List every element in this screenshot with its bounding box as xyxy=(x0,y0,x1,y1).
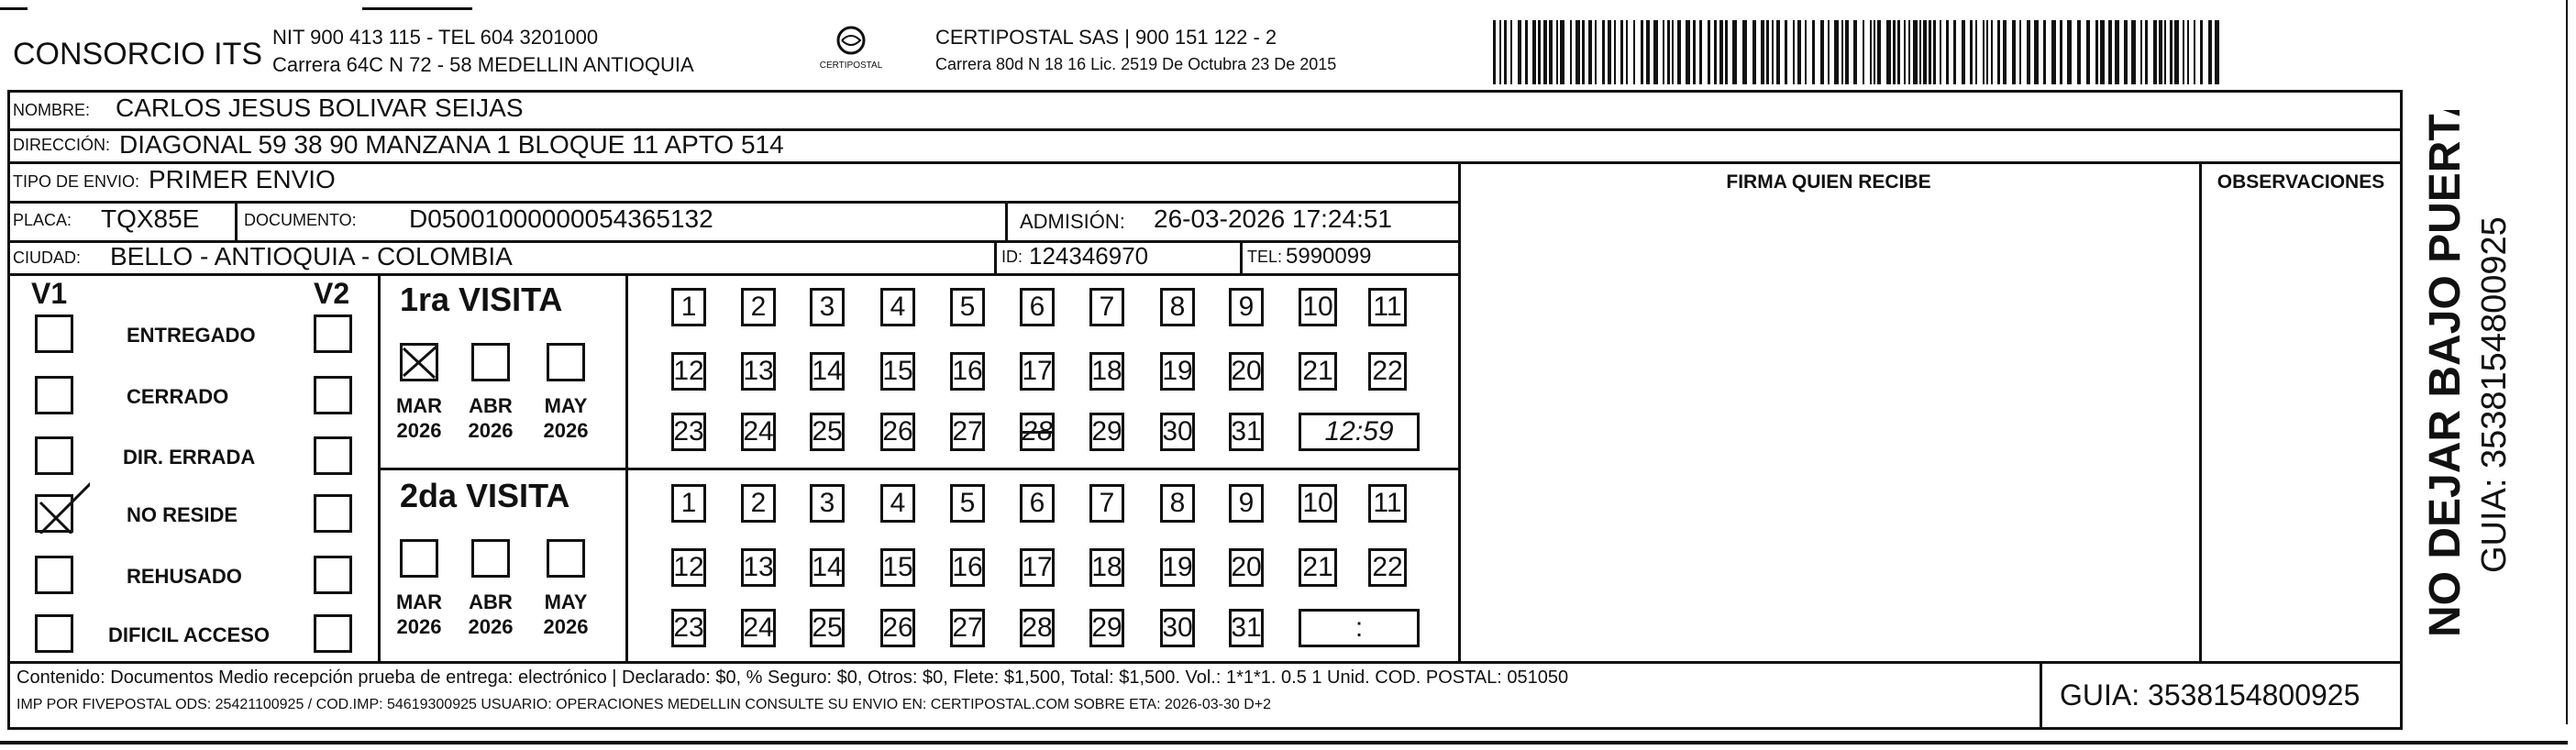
bottom-rule xyxy=(0,741,2568,744)
barcode-bar xyxy=(1708,20,1710,84)
day-cell[interactable]: 19 xyxy=(1160,548,1195,587)
barcode-bar xyxy=(1608,20,1611,84)
month-label: MAY xyxy=(544,590,588,613)
barcode-bar xyxy=(1672,20,1674,84)
barcode-bar xyxy=(1904,20,1906,84)
day-cell[interactable]: 27 xyxy=(950,609,985,647)
barcode-bar xyxy=(2164,20,2166,84)
year-label: 2026 xyxy=(543,615,589,638)
v2-checkbox[interactable] xyxy=(314,494,352,533)
day-cell[interactable]: 26 xyxy=(880,609,915,647)
day-cell[interactable]: 4 xyxy=(880,484,915,523)
tipo-value: PRIMER ENVIO xyxy=(149,165,336,193)
v2-checkbox[interactable] xyxy=(314,436,352,475)
day-cell[interactable]: 1 xyxy=(671,288,706,326)
v1-checkbox[interactable] xyxy=(35,494,73,533)
barcode-bar xyxy=(1686,20,1690,84)
day-cell[interactable]: 2 xyxy=(741,288,776,326)
barcode-bar xyxy=(1752,20,1756,84)
day-cell[interactable]: 26 xyxy=(880,413,915,451)
barcode-bar xyxy=(1641,20,1643,84)
barcode-bar xyxy=(2170,20,2172,84)
day-cell[interactable]: 6 xyxy=(1020,288,1055,326)
barcode-bar xyxy=(1877,20,1881,84)
day-cell[interactable]: 6 xyxy=(1020,484,1055,523)
year-label: 2026 xyxy=(468,419,514,442)
barcode-bar xyxy=(2077,20,2081,84)
barcode-bar xyxy=(1913,20,1918,84)
barcode-bar xyxy=(2208,20,2212,84)
col-divider xyxy=(2199,161,2202,661)
row-divider xyxy=(7,273,1460,276)
row-divider xyxy=(7,161,2403,164)
status-option-label: DIFICIL ACCESO xyxy=(108,623,271,646)
barcode-bar xyxy=(1772,20,1774,84)
ciudad-value: BELLO - ANTIOQUIA - COLOMBIA xyxy=(110,242,513,270)
day-cell[interactable]: 5 xyxy=(950,288,985,326)
barcode-bar xyxy=(2183,20,2184,84)
day-cell[interactable]: 23 xyxy=(671,609,706,647)
barcode-bar xyxy=(1602,20,1605,84)
barcode-bar xyxy=(1908,20,1910,84)
barcode-bar xyxy=(1620,20,1623,84)
day-cell[interactable]: 11 xyxy=(1368,484,1407,523)
company-line2: Carrera 64C N 72 - 58 MEDELLIN ANTIOQUIA xyxy=(272,53,694,76)
day-cell[interactable]: 8 xyxy=(1160,288,1195,326)
id-label: ID: xyxy=(1001,248,1023,266)
barcode-bar xyxy=(1626,20,1628,84)
day-cell[interactable]: 13 xyxy=(741,352,776,391)
day-cell[interactable]: 11 xyxy=(1368,288,1407,326)
barcode-bar xyxy=(2003,20,2007,84)
month-label: MAY xyxy=(544,394,588,417)
barcode-bar xyxy=(1719,20,1723,84)
day-cell[interactable]: 14 xyxy=(810,548,845,587)
month-checkbox[interactable] xyxy=(400,539,438,578)
barcode-bar xyxy=(2034,20,2039,84)
barcode-bar xyxy=(1570,20,1572,84)
barcode-bar xyxy=(1653,20,1658,84)
barcode-bar xyxy=(1897,20,1900,84)
side-notice-line2: GUIA: 3538154800925 xyxy=(2475,216,2514,573)
day-cell[interactable]: 30 xyxy=(1160,413,1195,451)
barcode-bar xyxy=(2051,20,2056,84)
documento-value: D05001000000054365132 xyxy=(409,204,713,233)
day-cell[interactable]: 24 xyxy=(741,413,776,451)
footer-content: Contenido: Documentos Medio recepción prueba de entrega: electrónico | Declarado: $0, % Seguro: $0, Otros: $0, Flete: $1,500, Total: $1,500. Vol.: 1*1*1. 0.5 1 Unid. COD. POSTAL: 051050 xyxy=(17,667,1569,688)
barcode-bar xyxy=(1538,20,1541,84)
barcode-bar xyxy=(1699,20,1702,84)
barcode-bar xyxy=(2108,20,2112,84)
placa-value: TQX85E xyxy=(101,204,200,233)
year-label: 2026 xyxy=(396,419,442,442)
barcode-bar xyxy=(1532,20,1536,84)
barcode-bar xyxy=(2200,20,2203,84)
day-cell[interactable]: 19 xyxy=(1160,352,1195,391)
barcode-bar xyxy=(1929,20,1931,84)
barcode-bar xyxy=(1646,20,1650,84)
month-label: ABR xyxy=(469,590,513,613)
barcode-bar xyxy=(1518,20,1521,84)
day-cell[interactable]: 4 xyxy=(880,288,915,326)
barcode-bar xyxy=(1820,20,1824,84)
nombre-value: CARLOS JESUS BOLIVAR SEIJAS xyxy=(116,94,524,122)
barcode-bar xyxy=(1776,20,1780,84)
barcode-bar xyxy=(1986,20,1988,84)
barcode xyxy=(1493,20,2220,84)
v1-checkbox[interactable] xyxy=(35,376,73,414)
barcode-bar xyxy=(2060,20,2062,84)
day-cell[interactable]: 21 xyxy=(1299,548,1337,587)
v1-checkbox[interactable] xyxy=(35,436,73,475)
barcode-bar xyxy=(2019,20,2021,84)
tel-label: TEL: xyxy=(1247,248,1283,266)
barcode-bar xyxy=(1874,20,1875,84)
day-cell[interactable]: 16 xyxy=(950,548,985,587)
day-cell[interactable]: 5 xyxy=(950,484,985,523)
barcode-bar xyxy=(1785,20,1787,84)
barcode-bar xyxy=(1633,20,1635,84)
v2-label: V2 xyxy=(314,277,350,310)
barcode-bar xyxy=(1588,20,1592,84)
day-cell[interactable]: 7 xyxy=(1089,484,1124,523)
col-divider xyxy=(235,201,238,240)
day-cell[interactable]: 3 xyxy=(810,484,845,523)
visit-title: 2da VISITA xyxy=(400,477,570,514)
barcode-bar xyxy=(1663,20,1664,84)
barcode-bar xyxy=(1582,20,1585,84)
barcode-bar xyxy=(2187,20,2189,84)
day-cell[interactable]: 10 xyxy=(1299,288,1337,326)
v2-checkbox[interactable] xyxy=(314,614,352,653)
day-cell[interactable]: 17 xyxy=(1020,352,1055,391)
month-label: ABR xyxy=(469,394,513,417)
barcode-bar xyxy=(1499,20,1501,84)
day-cell[interactable]: 31 xyxy=(1229,413,1264,451)
barcode-bar xyxy=(1886,20,1891,84)
status-option-label: NO RESIDE xyxy=(127,503,238,526)
barcode-bar xyxy=(1863,20,1864,84)
day-cell[interactable]: 8 xyxy=(1160,484,1195,523)
time-cell[interactable]: : xyxy=(1299,609,1420,647)
v2-checkbox[interactable] xyxy=(314,314,352,353)
day-cell[interactable]: 21 xyxy=(1299,352,1337,391)
time-cell[interactable]: 12:59 xyxy=(1299,413,1420,451)
barcode-bar xyxy=(1991,20,1993,84)
day-cell[interactable]: 15 xyxy=(880,548,915,587)
barcode-bar xyxy=(1893,20,1896,84)
day-cell[interactable]: 20 xyxy=(1229,548,1264,587)
id-value: 124346970 xyxy=(1029,242,1149,270)
day-cell[interactable]: 7 xyxy=(1089,288,1124,326)
status-option-label: REHUSADO xyxy=(127,565,242,588)
day-cell[interactable]: 12 xyxy=(671,548,706,587)
side-notice xyxy=(2405,110,2560,642)
day-cell[interactable]: 22 xyxy=(1368,548,1407,587)
placa-label: PLACA: xyxy=(13,211,72,229)
barcode-bar xyxy=(1805,20,1807,84)
month-label: MAR xyxy=(395,394,443,417)
barcode-bar xyxy=(1923,20,1927,84)
certipostal-logo xyxy=(814,26,888,76)
barcode-bar xyxy=(1714,20,1717,84)
barcode-bar xyxy=(2194,20,2195,84)
barcode-bar xyxy=(2153,20,2157,84)
barcode-bar xyxy=(2086,20,2090,84)
company-name: CONSORCIO ITS xyxy=(13,37,263,72)
v1-checkbox[interactable] xyxy=(35,314,73,353)
barcode-bar xyxy=(1667,20,1670,84)
barcode-bar xyxy=(1983,20,1985,84)
barcode-bar xyxy=(2124,20,2128,84)
status-option-label: CERRADO xyxy=(127,385,229,408)
col-divider xyxy=(2040,661,2042,730)
day-cell[interactable]: 12 xyxy=(671,352,706,391)
barcode-bar xyxy=(2067,20,2072,84)
day-cell[interactable]: 24 xyxy=(741,609,776,647)
barcode-bar xyxy=(1853,20,1857,84)
visit-title: 1ra VISITA xyxy=(400,281,563,318)
day-cell[interactable]: 29 xyxy=(1089,609,1124,647)
barcode-bar xyxy=(2012,20,2016,84)
barcode-bar xyxy=(1793,20,1795,84)
svg-text:CERTIPOSTAL: CERTIPOSTAL xyxy=(819,61,883,71)
barcode-bar xyxy=(1870,20,1872,84)
year-label: 2026 xyxy=(468,615,514,638)
barcode-bar xyxy=(1962,20,1965,84)
barcode-bar xyxy=(1549,20,1553,84)
admision-label: ADMISIÓN: xyxy=(1020,210,1125,233)
v2-checkbox[interactable] xyxy=(314,376,352,414)
v2-checkbox[interactable] xyxy=(314,556,352,594)
carrier-line1: CERTIPOSTAL SAS | 900 151 122 - 2 xyxy=(935,26,1277,49)
top-rule xyxy=(362,7,472,10)
col-divider xyxy=(1458,161,1461,661)
day-cell[interactable]: 23 xyxy=(671,413,706,451)
status-option-label: DIR. ERRADA xyxy=(123,446,256,469)
firma-header: FIRMA QUIEN RECIBE xyxy=(1726,171,1931,193)
barcode-bar xyxy=(1525,20,1528,84)
row-divider xyxy=(7,201,1460,204)
barcode-bar xyxy=(2174,20,2179,84)
direccion-label: DIRECCIÓN: xyxy=(13,136,111,154)
month-label: MAR xyxy=(395,590,443,613)
barcode-bar xyxy=(2027,20,2030,84)
barcode-bar xyxy=(1946,20,1949,84)
right-edge-rule xyxy=(2566,0,2568,724)
barcode-bar xyxy=(1975,20,1977,84)
barcode-bar xyxy=(1493,20,1496,84)
day-cell[interactable]: 27 xyxy=(950,413,985,451)
barcode-bar xyxy=(1841,20,1843,84)
barcode-bar xyxy=(1504,20,1507,84)
admision-value: 26-03-2026 17:24:51 xyxy=(1154,204,1392,233)
barcode-bar xyxy=(2159,20,2162,84)
day-cell[interactable]: 25 xyxy=(810,413,845,451)
barcode-bar xyxy=(1919,20,1921,84)
side-notice-line1: NO DEJAR BAJO PUERTA xyxy=(2421,110,2470,637)
day-cell[interactable]: 9 xyxy=(1229,484,1264,523)
barcode-bar xyxy=(1834,20,1839,84)
barcode-bar xyxy=(2131,20,2136,84)
barcode-bar xyxy=(1510,20,1512,84)
barcode-bar xyxy=(1725,20,1728,84)
tipo-label: TIPO DE ENVIO: xyxy=(13,172,140,191)
carrier-line2: Carrera 80d N 18 16 Lic. 2519 De Octubra 23 De 2015 xyxy=(935,55,1337,73)
month-checkbox[interactable] xyxy=(471,539,510,578)
footer-imp: IMP POR FIVEPOSTAL ODS: 25421100925 / COD.IMP: 54619300925 USUARIO: OPERACIONES MEDELLIN CONSULTE SU ENVIO EN: CERTIPOSTAL.COM SOBRE ETA: 2026-03-30 D+2 xyxy=(17,697,1272,712)
barcode-bar xyxy=(1761,20,1764,84)
day-cell[interactable]: 22 xyxy=(1368,352,1407,391)
col-divider xyxy=(1240,240,1243,273)
day-cell[interactable]: 18 xyxy=(1089,548,1124,587)
day-cell[interactable]: 20 xyxy=(1229,352,1264,391)
day-cell[interactable]: 29 xyxy=(1089,413,1124,451)
day-cell[interactable]: 31 xyxy=(1229,609,1264,647)
col-divider xyxy=(994,240,997,273)
barcode-bar xyxy=(1732,20,1737,84)
barcode-bar xyxy=(1595,20,1597,84)
nombre-label: NOMBRE: xyxy=(13,101,91,119)
tel-value: 5990099 xyxy=(1286,244,1372,269)
day-cell[interactable]: 16 xyxy=(950,352,985,391)
v1-label: V1 xyxy=(31,277,68,310)
day-cell[interactable]: 1 xyxy=(671,484,706,523)
month-checkbox[interactable] xyxy=(547,539,585,578)
barcode-bar xyxy=(1797,20,1801,84)
day-cell[interactable]: 28 xyxy=(1020,609,1055,647)
day-cell[interactable]: 3 xyxy=(810,288,845,326)
barcode-bar xyxy=(1953,20,1956,84)
day-cell[interactable]: 9 xyxy=(1229,288,1264,326)
month-checkbox[interactable] xyxy=(400,343,438,381)
barcode-bar xyxy=(1933,20,1936,84)
barcode-bar xyxy=(1543,20,1547,84)
day-cell[interactable]: 2 xyxy=(741,484,776,523)
barcode-bar xyxy=(1828,20,1830,84)
footer-guia: GUIA: 3538154800925 xyxy=(2060,678,2360,711)
barcode-bar xyxy=(1766,20,1769,84)
barcode-bar xyxy=(2043,20,2046,84)
barcode-bar xyxy=(2140,20,2142,84)
barcode-bar xyxy=(2095,20,2098,84)
year-label: 2026 xyxy=(396,615,442,638)
barcode-bar xyxy=(1940,20,1941,84)
barcode-bar xyxy=(1812,20,1815,84)
barcode-bar xyxy=(1560,20,1564,84)
day-cell[interactable]: 18 xyxy=(1089,352,1124,391)
barcode-bar xyxy=(2215,20,2219,84)
documento-label: DOCUMENTO: xyxy=(244,211,357,229)
barcode-bar xyxy=(1677,20,1681,84)
row-divider xyxy=(7,661,2403,664)
day-cell[interactable]: 25 xyxy=(810,609,845,647)
v1-checkbox[interactable] xyxy=(35,556,73,594)
barcode-bar xyxy=(1556,20,1558,84)
day-cell[interactable]: 14 xyxy=(810,352,845,391)
top-rule xyxy=(0,7,28,10)
row-divider xyxy=(378,468,1460,470)
barcode-bar xyxy=(2145,20,2148,84)
company-line1: NIT 900 413 115 - TEL 604 3201000 xyxy=(272,26,599,49)
observaciones-header: OBSERVACIONES xyxy=(2217,171,2385,193)
day-cell[interactable]: 13 xyxy=(741,548,776,587)
month-checkbox[interactable] xyxy=(547,343,585,381)
day-cell[interactable]: 15 xyxy=(880,352,915,391)
month-checkbox[interactable] xyxy=(471,343,510,381)
barcode-bar xyxy=(1575,20,1580,84)
status-option-label: ENTREGADO xyxy=(127,324,256,347)
barcode-bar xyxy=(1614,20,1616,84)
day-cell[interactable]: 10 xyxy=(1299,484,1337,523)
barcode-bar xyxy=(2115,20,2119,84)
year-label: 2026 xyxy=(543,419,589,442)
barcode-bar xyxy=(1693,20,1696,84)
day-cell[interactable]: 30 xyxy=(1160,609,1195,647)
barcode-bar xyxy=(2100,20,2105,84)
barcode-bar xyxy=(1742,20,1747,84)
day-cell[interactable]: 17 xyxy=(1020,548,1055,587)
direccion-value: DIAGONAL 59 38 90 MANZANA 1 BLOQUE 11 APTO 514 xyxy=(119,130,784,159)
barcode-bar xyxy=(1970,20,1973,84)
barcode-bar xyxy=(1997,20,2000,84)
v1-checkbox[interactable] xyxy=(35,614,73,653)
barcode-bar xyxy=(1845,20,1849,84)
col-divider xyxy=(1005,201,1008,240)
ciudad-label: CIUDAD: xyxy=(13,248,82,267)
day-cell[interactable]: 28 xyxy=(1020,413,1055,451)
